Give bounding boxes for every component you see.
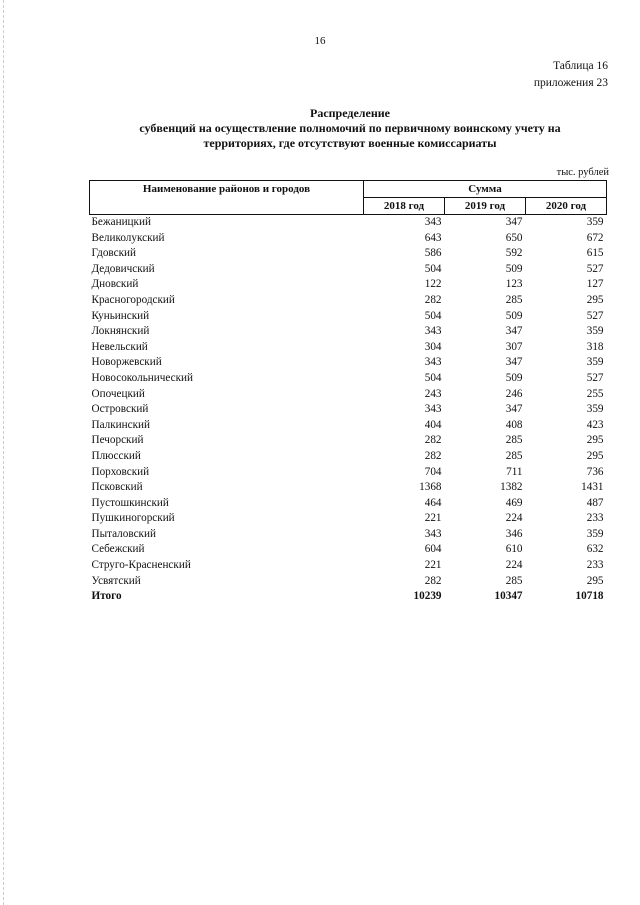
amount-2018: 464 [424, 496, 442, 509]
amount-2019: 711 [506, 465, 523, 478]
amount-2020: 359 [586, 356, 604, 369]
amount-2019: 509 [505, 371, 523, 384]
table-row [90, 231, 607, 247]
district-name: Дедовичский [91, 262, 155, 275]
header-sum: Сумма [364, 181, 607, 198]
table-body [90, 215, 607, 605]
table-row [90, 433, 607, 449]
amount-2018: 504 [424, 309, 442, 322]
amount-2020: 1431 [581, 481, 604, 494]
amount-2020: 487 [586, 496, 604, 509]
district-name: Красногородский [91, 293, 175, 306]
table-row [90, 465, 607, 481]
amount-2020: 359 [586, 403, 604, 416]
amount-2020: 632 [586, 543, 604, 556]
table-row [90, 355, 607, 371]
amount-2020: 233 [586, 559, 604, 572]
table-row [90, 480, 607, 496]
amount-2018: 704 [424, 465, 442, 478]
district-name: Новоржевский [91, 356, 162, 369]
header-year-2019: 2019 год [445, 198, 526, 215]
table-row [90, 574, 607, 590]
amount-2018: 221 [424, 512, 442, 525]
district-name: Усвятский [91, 574, 141, 587]
district-name: Гдовский [91, 247, 137, 260]
district-name: Новосокольнический [91, 371, 194, 384]
title-line1: Распределение [309, 106, 391, 120]
amount-2020: 527 [586, 371, 604, 384]
table-row [90, 527, 607, 543]
amount-2018: 404 [424, 418, 442, 431]
district-name: Струго-Красненский [91, 559, 191, 572]
amount-2020: 736 [586, 465, 604, 478]
amount-2019: 347 [505, 403, 523, 416]
district-name: Пустошкинский [91, 496, 169, 509]
table-reference [534, 58, 608, 92]
amount-2019: 1382 [500, 481, 523, 494]
district-name: Себежский [91, 543, 145, 556]
table-row [90, 558, 607, 574]
table-row [90, 277, 607, 293]
district-name: Бежаницкий [91, 216, 151, 228]
table-row [90, 418, 607, 434]
page-number: 16 [314, 35, 326, 47]
amount-2020: 127 [586, 278, 604, 291]
district-name: Великолукский [91, 231, 165, 244]
amount-2019: 347 [505, 325, 523, 338]
amount-2020: 672 [586, 231, 604, 244]
table-row [90, 496, 607, 512]
table-ref-line1: Таблица 16 [553, 60, 608, 72]
amount-2018: 343 [424, 216, 442, 228]
amount-2020: 423 [586, 418, 604, 431]
district-name: Куньинский [91, 309, 150, 322]
document-title [80, 106, 620, 151]
amount-2019: 123 [505, 278, 523, 291]
district-name: Дновский [91, 278, 139, 291]
units-label: тыс. рублей [556, 167, 609, 178]
amount-2020: 233 [586, 512, 604, 525]
amount-2019: 610 [505, 543, 523, 556]
table-row [90, 262, 607, 278]
amount-2019: 10347 [494, 590, 523, 603]
total-row [90, 589, 607, 605]
district-name: Палкинский [91, 418, 151, 431]
table-row [90, 293, 607, 309]
amount-2020: 359 [586, 325, 604, 338]
table-row [90, 340, 607, 356]
amount-2019: 285 [505, 449, 523, 462]
subvention-table [89, 180, 607, 605]
district-name: Печорский [91, 434, 144, 447]
amount-2018: 1368 [419, 481, 442, 494]
amount-2019: 650 [505, 231, 523, 244]
title-line3: территориях, где отсутствуют военные комиссариаты [203, 136, 497, 150]
amount-2020: 295 [586, 293, 604, 306]
amount-2020: 255 [586, 387, 604, 400]
scan-edge [3, 0, 4, 905]
amount-2019: 509 [505, 262, 523, 275]
district-name: Локнянский [91, 325, 150, 338]
district-name: Плюсский [91, 449, 141, 462]
amount-2020: 359 [586, 527, 604, 540]
amount-2020: 527 [586, 309, 604, 322]
amount-2020: 295 [586, 434, 604, 447]
table-row [90, 246, 607, 262]
amount-2019: 285 [505, 293, 523, 306]
amount-2018: 643 [424, 231, 442, 244]
table-row [90, 387, 607, 403]
district-name: Порховский [91, 465, 150, 478]
amount-2018: 343 [424, 403, 442, 416]
amount-2018: 243 [424, 387, 442, 400]
table-row [90, 324, 607, 340]
amount-2020: 295 [586, 449, 604, 462]
amount-2019: 246 [505, 387, 523, 400]
amount-2019: 592 [505, 247, 523, 260]
table-row [90, 402, 607, 418]
district-name: Опочецкий [91, 387, 145, 400]
district-name: Пыталовский [91, 527, 156, 540]
amount-2020: 10718 [575, 590, 604, 603]
amount-2020: 295 [586, 574, 604, 587]
amount-2018: 343 [424, 356, 442, 369]
amount-2018: 10239 [413, 590, 442, 603]
amount-2018: 504 [424, 371, 442, 384]
title-line2: субвенций на осуществление полномочий по первичному воинскому учету на [139, 121, 561, 135]
amount-2019: 307 [505, 340, 523, 353]
amount-2020: 527 [586, 262, 604, 275]
amount-2018: 282 [424, 449, 442, 462]
amount-2019: 224 [505, 512, 523, 525]
amount-2019: 285 [505, 574, 523, 587]
amount-2018: 586 [424, 247, 442, 260]
table-row [90, 511, 607, 527]
amount-2018: 282 [424, 434, 442, 447]
amount-2019: 285 [505, 434, 523, 447]
district-name: Пушкиногорский [91, 512, 175, 525]
amount-2020: 318 [586, 340, 604, 353]
header-year-2018: 2018 год [364, 198, 445, 215]
table-ref-line2: приложения 23 [533, 77, 608, 89]
amount-2018: 343 [424, 325, 442, 338]
amount-2019: 469 [505, 496, 523, 509]
amount-2019: 346 [505, 527, 523, 540]
amount-2019: 224 [505, 559, 523, 572]
district-name: Псковский [91, 481, 143, 494]
district-name: Невельский [91, 340, 148, 353]
amount-2018: 504 [424, 262, 442, 275]
table-row [90, 449, 607, 465]
amount-2018: 122 [424, 278, 442, 291]
amount-2018: 343 [424, 527, 442, 540]
amount-2018: 282 [424, 293, 442, 306]
amount-2019: 347 [505, 216, 523, 228]
amount-2018: 304 [424, 340, 442, 353]
total-label: Итого [91, 590, 122, 603]
header-name: Наименование районов и городов [90, 181, 364, 215]
table-row [90, 542, 607, 558]
table-row [90, 309, 607, 325]
amount-2020: 359 [586, 216, 604, 228]
amount-2018: 282 [424, 574, 442, 587]
amount-2020: 615 [586, 247, 604, 260]
amount-2019: 347 [505, 356, 523, 369]
amount-2019: 408 [505, 418, 523, 431]
table-row [90, 215, 607, 231]
amount-2018: 604 [424, 543, 442, 556]
table-row [90, 371, 607, 387]
header-year-2020: 2020 год [526, 198, 607, 215]
amount-2019: 509 [505, 309, 523, 322]
district-name: Островский [91, 403, 149, 416]
amount-2018: 221 [424, 559, 442, 572]
